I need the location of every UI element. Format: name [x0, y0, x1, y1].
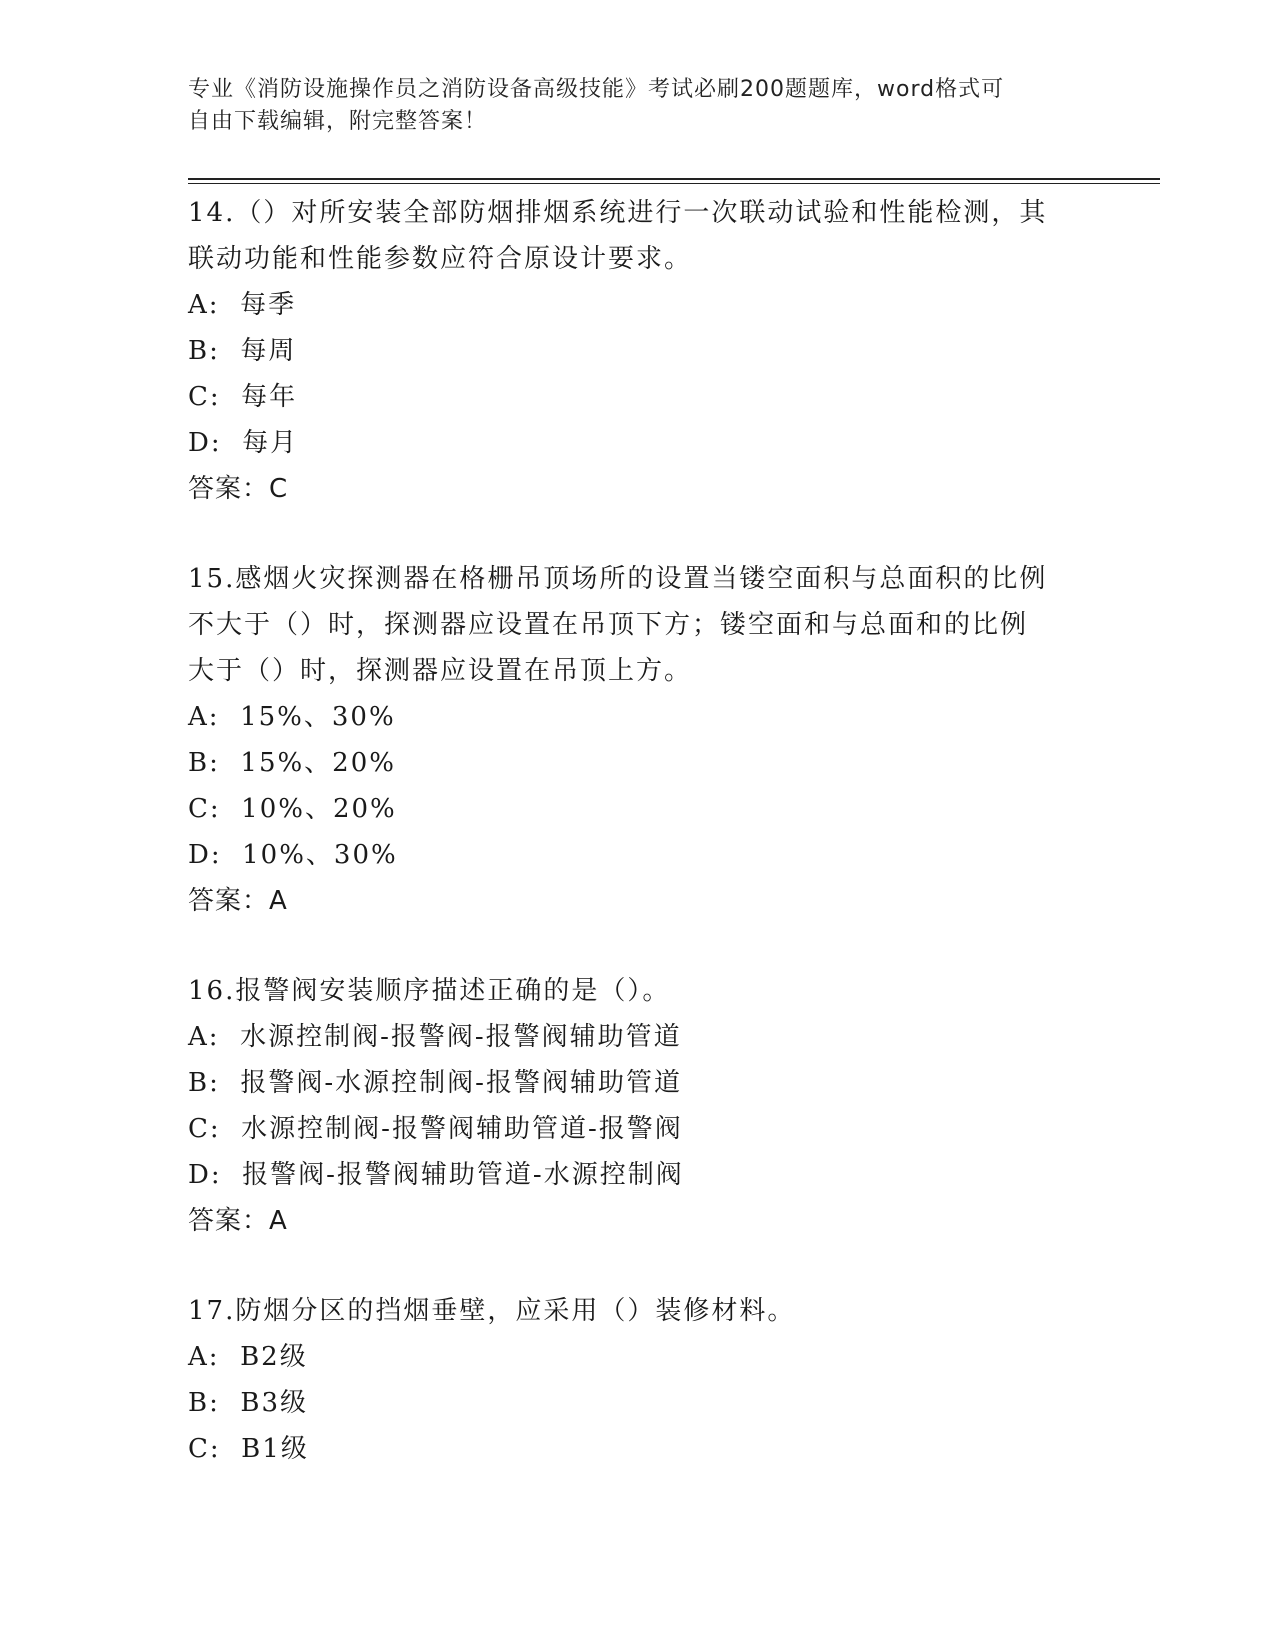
question-list	[188, 190, 1088, 1472]
answer: 答案：A	[188, 886, 288, 916]
header-line-1: 专业《消防设施操作员之消防设备高级技能》考试必刷200题题库，word格式可	[188, 77, 1005, 102]
option-a: A: B2级	[188, 1342, 308, 1372]
option-d: D: 报警阀-报警阀辅助管道-水源控制阀	[188, 1160, 684, 1190]
option-c: C: 每年	[188, 382, 298, 412]
question-stem-line: 大于（）时，探测器应设置在吊顶上方。	[188, 656, 693, 686]
question-stem-line: 14.（）对所安装全部防烟排烟系统进行一次联动试验和性能检测，其	[188, 198, 1048, 228]
option-c: C: B1级	[188, 1434, 309, 1464]
answer: 答案：C	[188, 474, 289, 504]
header-line-2: 自由下载编辑，附完整答案！	[188, 109, 488, 134]
spacer	[188, 1244, 1088, 1288]
option-b: B: 15%、20%	[188, 748, 396, 778]
question-stem-line: 不大于（）时，探测器应设置在吊顶下方；镂空面和与总面和的比例	[188, 610, 1029, 640]
question-15	[188, 556, 1088, 924]
spacer	[188, 924, 1088, 968]
spacer	[188, 512, 1088, 556]
document-header	[188, 74, 1088, 138]
header-divider	[188, 178, 1160, 180]
header-divider-thin	[188, 183, 1160, 184]
option-a: A: 每季	[188, 290, 297, 320]
option-a: A: 15%、30%	[188, 702, 396, 732]
option-b: B: 每周	[188, 336, 297, 366]
option-c: C: 水源控制阀-报警阀辅助管道-报警阀	[188, 1114, 683, 1144]
question-17	[188, 1288, 1088, 1472]
option-b: B: B3级	[188, 1388, 309, 1418]
question-14	[188, 190, 1088, 512]
question-stem-line: 16.报警阀安装顺序描述正确的是（）。	[188, 976, 671, 1006]
question-stem-line: 17.防烟分区的挡烟垂壁，应采用（）装修材料。	[188, 1296, 796, 1326]
question-stem-line: 联动功能和性能参数应符合原设计要求。	[188, 244, 693, 274]
option-c: C: 10%、20%	[188, 794, 397, 824]
option-a: A: 水源控制阀-报警阀-报警阀辅助管道	[188, 1022, 682, 1052]
option-b: B: 报警阀-水源控制阀-报警阀辅助管道	[188, 1068, 682, 1098]
option-d: D: 10%、30%	[188, 840, 398, 870]
question-16	[188, 968, 1088, 1244]
answer: 答案：A	[188, 1206, 288, 1236]
question-stem-line: 15.感烟火灾探测器在格栅吊顶场所的设置当镂空面积与总面积的比例	[188, 564, 1048, 594]
option-d: D: 每月	[188, 428, 299, 458]
